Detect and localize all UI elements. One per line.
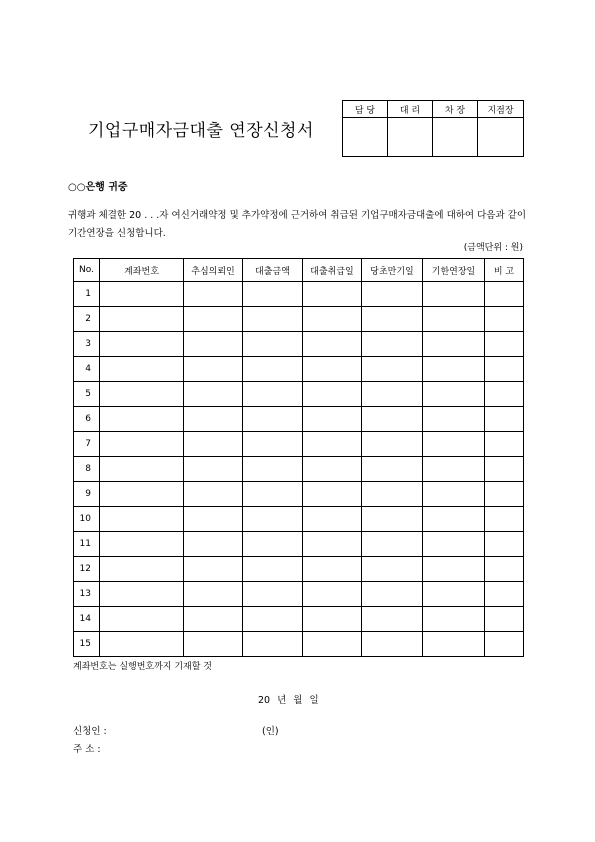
cell-remarks[interactable] [485, 332, 524, 357]
table-row [74, 457, 524, 482]
table-row [74, 582, 524, 607]
cell-collection-requester[interactable] [184, 557, 243, 582]
cell-account-number[interactable] [100, 382, 184, 407]
cell-extended-date[interactable] [423, 607, 485, 632]
cell-extended-date[interactable] [423, 307, 485, 332]
cell-collection-requester[interactable] [184, 282, 243, 307]
cell-original-maturity[interactable] [362, 357, 423, 382]
cell-account-number[interactable] [100, 332, 184, 357]
approval-sign-deputy-manager[interactable] [433, 118, 478, 157]
table-row [74, 607, 524, 632]
cell-loan-date[interactable] [303, 407, 362, 432]
cell-collection-requester[interactable] [184, 382, 243, 407]
row-number: 12 [74, 557, 100, 582]
cell-original-maturity[interactable] [362, 282, 423, 307]
row-number: 7 [74, 432, 100, 457]
table-row [74, 632, 524, 657]
cell-extended-date[interactable] [423, 482, 485, 507]
cell-account-number[interactable] [100, 607, 184, 632]
cell-loan-date[interactable] [303, 332, 362, 357]
cell-extended-date[interactable] [423, 282, 485, 307]
table-row [74, 407, 524, 432]
cell-account-number[interactable] [100, 307, 184, 332]
cell-loan-date[interactable] [303, 457, 362, 482]
approval-header-deputy-manager: 차 장 [433, 101, 478, 118]
cell-remarks[interactable] [485, 582, 524, 607]
cell-loan-amount[interactable] [243, 332, 303, 357]
cell-original-maturity[interactable] [362, 507, 423, 532]
cell-original-maturity[interactable] [362, 532, 423, 557]
cell-loan-date[interactable] [303, 382, 362, 407]
cell-extended-date[interactable] [423, 357, 485, 382]
row-number: 10 [74, 507, 100, 532]
cell-loan-amount[interactable] [243, 432, 303, 457]
cell-loan-date[interactable] [303, 482, 362, 507]
col-header-loan-amount: 대출금액 [243, 259, 303, 282]
cell-loan-date[interactable] [303, 532, 362, 557]
cell-account-number[interactable] [100, 457, 184, 482]
cell-account-number[interactable] [100, 482, 184, 507]
cell-collection-requester[interactable] [184, 432, 243, 457]
cell-original-maturity[interactable] [362, 382, 423, 407]
table-row [74, 557, 524, 582]
address-label: 주 소 : [73, 744, 101, 755]
cell-original-maturity[interactable] [362, 332, 423, 357]
cell-original-maturity[interactable] [362, 607, 423, 632]
cell-loan-amount[interactable] [243, 632, 303, 657]
col-header-remarks: 비 고 [485, 259, 524, 282]
cell-extended-date[interactable] [423, 432, 485, 457]
approval-sign-branch-manager[interactable] [478, 118, 524, 157]
row-number: 6 [74, 407, 100, 432]
cell-collection-requester[interactable] [184, 632, 243, 657]
row-number: 8 [74, 457, 100, 482]
cell-remarks[interactable] [485, 357, 524, 382]
table-row [74, 282, 524, 307]
cell-original-maturity[interactable] [362, 632, 423, 657]
col-header-extended-date: 기한연장일 [423, 259, 485, 282]
cell-account-number[interactable] [100, 632, 184, 657]
row-number: 5 [74, 382, 100, 407]
table-row [74, 307, 524, 332]
cell-loan-date[interactable] [303, 307, 362, 332]
cell-loan-amount[interactable] [243, 582, 303, 607]
cell-remarks[interactable] [485, 382, 524, 407]
row-number: 15 [74, 632, 100, 657]
row-number: 4 [74, 357, 100, 382]
cell-loan-amount[interactable] [243, 382, 303, 407]
table-row [74, 432, 524, 457]
cell-remarks[interactable] [485, 282, 524, 307]
cell-extended-date[interactable] [423, 382, 485, 407]
cell-loan-amount[interactable] [243, 482, 303, 507]
cell-collection-requester[interactable] [184, 507, 243, 532]
cell-remarks[interactable] [485, 557, 524, 582]
cell-remarks[interactable] [485, 632, 524, 657]
cell-extended-date[interactable] [423, 407, 485, 432]
cell-loan-amount[interactable] [243, 557, 303, 582]
cell-loan-amount[interactable] [243, 532, 303, 557]
cell-original-maturity[interactable] [362, 407, 423, 432]
cell-collection-requester[interactable] [184, 407, 243, 432]
row-number: 11 [74, 532, 100, 557]
cell-remarks[interactable] [485, 607, 524, 632]
cell-account-number[interactable] [100, 532, 184, 557]
cell-loan-date[interactable] [303, 557, 362, 582]
approval-sign-staff[interactable] [343, 118, 388, 157]
table-row [74, 382, 524, 407]
approval-header-staff: 담 당 [343, 101, 388, 118]
cell-extended-date[interactable] [423, 632, 485, 657]
cell-extended-date[interactable] [423, 332, 485, 357]
cell-original-maturity[interactable] [362, 307, 423, 332]
date-line: 20 년 월 일 [258, 695, 319, 706]
cell-remarks[interactable] [485, 507, 524, 532]
cell-loan-amount[interactable] [243, 407, 303, 432]
loan-extension-table [73, 258, 524, 657]
row-number: 14 [74, 607, 100, 632]
cell-account-number[interactable] [100, 357, 184, 382]
cell-extended-date[interactable] [423, 557, 485, 582]
cell-remarks[interactable] [485, 432, 524, 457]
cell-collection-requester[interactable] [184, 532, 243, 557]
cell-account-number[interactable] [100, 432, 184, 457]
col-header-collection-requester: 추심의뢰인 [184, 259, 243, 282]
row-number: 3 [74, 332, 100, 357]
col-header-loan-date: 대출취급일 [303, 259, 362, 282]
table-row [74, 532, 524, 557]
document-title: 기업구매자금대출 연장신청서 [88, 121, 314, 141]
footnote: 계좌번호는 실행번호까지 기재할 것 [73, 662, 212, 672]
request-paragraph: 귀행과 체결한 20 . . .자 여신거래약정 및 추가약정에 근거하여 취급된 기업구매자금대출에 대하여 다음과 같이 기간연장을 신청합니다. [68, 210, 527, 239]
approval-header-branch-manager: 지점장 [478, 101, 524, 118]
cell-loan-amount[interactable] [243, 607, 303, 632]
cell-loan-date[interactable] [303, 357, 362, 382]
cell-collection-requester[interactable] [184, 332, 243, 357]
cell-loan-amount[interactable] [243, 507, 303, 532]
cell-account-number[interactable] [100, 557, 184, 582]
approval-box [342, 100, 524, 157]
cell-original-maturity[interactable] [362, 557, 423, 582]
cell-remarks[interactable] [485, 457, 524, 482]
amount-unit-note: (금액단위 : 원) [463, 243, 523, 253]
cell-original-maturity[interactable] [362, 457, 423, 482]
cell-collection-requester[interactable] [184, 482, 243, 507]
cell-loan-date[interactable] [303, 282, 362, 307]
col-header-account-number: 계좌번호 [100, 259, 184, 282]
row-number: 13 [74, 582, 100, 607]
cell-loan-date[interactable] [303, 507, 362, 532]
cell-collection-requester[interactable] [184, 582, 243, 607]
cell-collection-requester[interactable] [184, 607, 243, 632]
cell-extended-date[interactable] [423, 457, 485, 482]
cell-loan-amount[interactable] [243, 307, 303, 332]
seal-label: (인) [262, 726, 279, 737]
col-header-no: No. [74, 259, 100, 282]
cell-loan-date[interactable] [303, 432, 362, 457]
applicant-label: 신청인 : [73, 726, 107, 737]
cell-account-number[interactable] [100, 507, 184, 532]
cell-collection-requester[interactable] [184, 457, 243, 482]
cell-loan-date[interactable] [303, 582, 362, 607]
cell-original-maturity[interactable] [362, 482, 423, 507]
cell-extended-date[interactable] [423, 532, 485, 557]
cell-account-number[interactable] [100, 582, 184, 607]
row-number: 2 [74, 307, 100, 332]
cell-extended-date[interactable] [423, 507, 485, 532]
cell-collection-requester[interactable] [184, 307, 243, 332]
cell-loan-date[interactable] [303, 607, 362, 632]
cell-loan-amount[interactable] [243, 357, 303, 382]
table-row [74, 482, 524, 507]
cell-account-number[interactable] [100, 407, 184, 432]
cell-loan-amount[interactable] [243, 457, 303, 482]
table-row [74, 357, 524, 382]
cell-remarks[interactable] [485, 532, 524, 557]
cell-remarks[interactable] [485, 407, 524, 432]
col-header-original-maturity: 당초만기일 [362, 259, 423, 282]
row-number: 1 [74, 282, 100, 307]
cell-original-maturity[interactable] [362, 432, 423, 457]
table-row [74, 507, 524, 532]
cell-account-number[interactable] [100, 282, 184, 307]
row-number: 9 [74, 482, 100, 507]
cell-original-maturity[interactable] [362, 582, 423, 607]
cell-remarks[interactable] [485, 482, 524, 507]
cell-collection-requester[interactable] [184, 357, 243, 382]
approval-header-assistant-manager: 대 리 [388, 101, 433, 118]
approval-sign-assistant-manager[interactable] [388, 118, 433, 157]
bank-addressee: ○○은행 귀중 [68, 182, 128, 193]
table-row [74, 332, 524, 357]
cell-extended-date[interactable] [423, 582, 485, 607]
cell-loan-amount[interactable] [243, 282, 303, 307]
cell-loan-date[interactable] [303, 632, 362, 657]
cell-remarks[interactable] [485, 307, 524, 332]
